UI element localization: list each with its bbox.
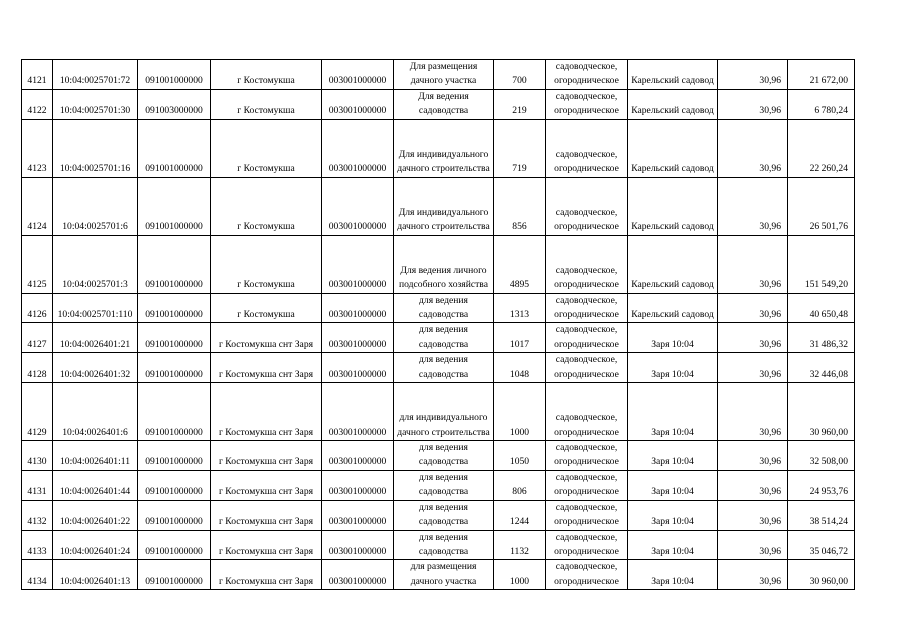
oktmo-code-cell: 003001000000 [322,323,394,353]
row-number-cell: 4122 [22,89,53,119]
okato-code-cell: 091001000000 [138,119,211,177]
okato-code-cell: 091001000000 [138,500,211,530]
permitted-use-cell: для размещения дачного участка [394,560,494,590]
association-name-cell: Заря 10:04 [628,560,718,590]
location-cell: г Костомукша снт Заря [211,500,322,530]
cadastral-rate-cell: 30,96 [718,530,788,560]
area-cell: 1000 [494,383,546,441]
okato-code-cell: 091003000000 [138,89,211,119]
use-category-cell: садоводческое, огородническое [546,293,628,323]
permitted-use-cell: для ведения садоводства [394,441,494,471]
permitted-use-cell: Для ведения личного подсобного хозяйства [394,235,494,293]
location-cell: г Костомукша снт Заря [211,353,322,383]
row-number-cell: 4130 [22,441,53,471]
use-category-cell: садоводческое, огородническое [546,119,628,177]
cadastral-number-cell: 10:04:0026401:11 [53,441,138,471]
permitted-use-cell: для ведения садоводства [394,530,494,560]
land-register-table [21,59,855,590]
oktmo-code-cell: 003001000000 [322,441,394,471]
table-row [22,560,855,590]
cadastral-value-cell: 6 780,24 [788,89,855,119]
table-row [22,60,855,90]
cadastral-value-cell: 21 672,00 [788,60,855,90]
table-row [22,383,855,441]
association-name-cell: Карельский садовод [628,293,718,323]
okato-code-cell: 091001000000 [138,353,211,383]
oktmo-code-cell: 003001000000 [322,235,394,293]
oktmo-code-cell: 003001000000 [322,383,394,441]
area-cell: 700 [494,60,546,90]
row-number-cell: 4121 [22,60,53,90]
cadastral-value-cell: 32 446,08 [788,353,855,383]
cadastral-value-cell: 22 260,24 [788,119,855,177]
location-cell: г Костомукша [211,89,322,119]
row-number-cell: 4123 [22,119,53,177]
use-category-cell: садоводческое, огородническое [546,500,628,530]
permitted-use-cell: для индивидуального дачного строительства [394,383,494,441]
use-category-cell: садоводческое, огородническое [546,530,628,560]
okato-code-cell: 091001000000 [138,441,211,471]
cadastral-rate-cell: 30,96 [718,235,788,293]
table-row [22,353,855,383]
cadastral-number-cell: 10:04:0026401:24 [53,530,138,560]
row-number-cell: 4134 [22,560,53,590]
cadastral-rate-cell: 30,96 [718,293,788,323]
area-cell: 1017 [494,323,546,353]
use-category-cell: садоводческое, огородническое [546,441,628,471]
use-category-cell: садоводческое, огородническое [546,383,628,441]
use-category-cell: садоводческое, огородническое [546,470,628,500]
table-row [22,323,855,353]
area-cell: 1313 [494,293,546,323]
association-name-cell: Карельский садовод [628,177,718,235]
oktmo-code-cell: 003001000000 [322,560,394,590]
table-body [22,60,855,590]
oktmo-code-cell: 003001000000 [322,89,394,119]
association-name-cell: Карельский садовод [628,235,718,293]
location-cell: г Костомукша [211,177,322,235]
cadastral-value-cell: 31 486,32 [788,323,855,353]
association-name-cell: Карельский садовод [628,119,718,177]
cadastral-rate-cell: 30,96 [718,470,788,500]
area-cell: 219 [494,89,546,119]
cadastral-value-cell: 30 960,00 [788,383,855,441]
cadastral-rate-cell: 30,96 [718,60,788,90]
cadastral-rate-cell: 30,96 [718,119,788,177]
oktmo-code-cell: 003001000000 [322,60,394,90]
permitted-use-cell: Для размещения дачного участка [394,60,494,90]
location-cell: г Костомукша снт Заря [211,383,322,441]
cadastral-number-cell: 10:04:0025701:3 [53,235,138,293]
area-cell: 806 [494,470,546,500]
area-cell: 4895 [494,235,546,293]
cadastral-value-cell: 24 953,76 [788,470,855,500]
association-name-cell: Карельский садовод [628,89,718,119]
okato-code-cell: 091001000000 [138,383,211,441]
cadastral-rate-cell: 30,96 [718,177,788,235]
table-row [22,293,855,323]
oktmo-code-cell: 003001000000 [322,177,394,235]
association-name-cell: Заря 10:04 [628,500,718,530]
row-number-cell: 4129 [22,383,53,441]
association-name-cell: Заря 10:04 [628,441,718,471]
area-cell: 1048 [494,353,546,383]
row-number-cell: 4125 [22,235,53,293]
location-cell: г Костомукша снт Заря [211,470,322,500]
table-row [22,89,855,119]
association-name-cell: Заря 10:04 [628,530,718,560]
location-cell: г Костомукша снт Заря [211,323,322,353]
cadastral-value-cell: 35 046,72 [788,530,855,560]
table-row [22,235,855,293]
area-cell: 856 [494,177,546,235]
oktmo-code-cell: 003001000000 [322,119,394,177]
okato-code-cell: 091001000000 [138,470,211,500]
cadastral-value-cell: 32 508,00 [788,441,855,471]
cadastral-value-cell: 151 549,20 [788,235,855,293]
cadastral-number-cell: 10:04:0026401:32 [53,353,138,383]
okato-code-cell: 091001000000 [138,560,211,590]
okato-code-cell: 091001000000 [138,235,211,293]
table-row [22,177,855,235]
cadastral-rate-cell: 30,96 [718,323,788,353]
okato-code-cell: 091001000000 [138,177,211,235]
area-cell: 1050 [494,441,546,471]
okato-code-cell: 091001000000 [138,323,211,353]
location-cell: г Костомукша снт Заря [211,441,322,471]
cadastral-rate-cell: 30,96 [718,353,788,383]
association-name-cell: Заря 10:04 [628,353,718,383]
cadastral-rate-cell: 30,96 [718,500,788,530]
cadastral-number-cell: 10:04:0026401:13 [53,560,138,590]
row-number-cell: 4126 [22,293,53,323]
cadastral-number-cell: 10:04:0026401:44 [53,470,138,500]
location-cell: г Костомукша снт Заря [211,530,322,560]
area-cell: 1000 [494,560,546,590]
row-number-cell: 4127 [22,323,53,353]
use-category-cell: садоводческое, огородническое [546,177,628,235]
use-category-cell: садоводческое, огородническое [546,323,628,353]
row-number-cell: 4124 [22,177,53,235]
table-row [22,500,855,530]
use-category-cell: садоводческое, огородническое [546,60,628,90]
oktmo-code-cell: 003001000000 [322,293,394,323]
use-category-cell: садоводческое, огородническое [546,353,628,383]
okato-code-cell: 091001000000 [138,293,211,323]
cadastral-number-cell: 10:04:0025701:16 [53,119,138,177]
oktmo-code-cell: 003001000000 [322,470,394,500]
location-cell: г Костомукша [211,60,322,90]
permitted-use-cell: для ведения садоводства [394,353,494,383]
row-number-cell: 4132 [22,500,53,530]
table-row [22,470,855,500]
cadastral-rate-cell: 30,96 [718,441,788,471]
cadastral-number-cell: 10:04:0026401:21 [53,323,138,353]
row-number-cell: 4133 [22,530,53,560]
permitted-use-cell: для ведения садоводства [394,323,494,353]
location-cell: г Костомукша [211,293,322,323]
area-cell: 1244 [494,500,546,530]
table-row [22,530,855,560]
oktmo-code-cell: 003001000000 [322,500,394,530]
cadastral-number-cell: 10:04:0025701:6 [53,177,138,235]
cadastral-number-cell: 10:04:0025701:110 [53,293,138,323]
association-name-cell: Заря 10:04 [628,383,718,441]
cadastral-rate-cell: 30,96 [718,560,788,590]
association-name-cell: Карельский садовод [628,60,718,90]
use-category-cell: садоводческое, огородническое [546,560,628,590]
okato-code-cell: 091001000000 [138,530,211,560]
area-cell: 719 [494,119,546,177]
association-name-cell: Заря 10:04 [628,323,718,353]
cadastral-value-cell: 38 514,24 [788,500,855,530]
permitted-use-cell: Для индивидуального дачного строительства [394,119,494,177]
use-category-cell: садоводческое, огородническое [546,235,628,293]
area-cell: 1132 [494,530,546,560]
use-category-cell: садоводческое, огородническое [546,89,628,119]
table-row [22,119,855,177]
table-row [22,441,855,471]
cadastral-number-cell: 10:04:0026401:6 [53,383,138,441]
cadastral-number-cell: 10:04:0025701:30 [53,89,138,119]
oktmo-code-cell: 003001000000 [322,530,394,560]
cadastral-rate-cell: 30,96 [718,383,788,441]
association-name-cell: Заря 10:04 [628,470,718,500]
cadastral-number-cell: 10:04:0025701:72 [53,60,138,90]
permitted-use-cell: для ведения садоводства [394,500,494,530]
permitted-use-cell: для ведения садоводства [394,293,494,323]
cadastral-value-cell: 40 650,48 [788,293,855,323]
permitted-use-cell: для ведения садоводства [394,470,494,500]
row-number-cell: 4128 [22,353,53,383]
okato-code-cell: 091001000000 [138,60,211,90]
cadastral-value-cell: 26 501,76 [788,177,855,235]
permitted-use-cell: Для ведения садоводства [394,89,494,119]
cadastral-rate-cell: 30,96 [718,89,788,119]
location-cell: г Костомукша [211,235,322,293]
row-number-cell: 4131 [22,470,53,500]
oktmo-code-cell: 003001000000 [322,353,394,383]
permitted-use-cell: Для индивидуального дачного строительства [394,177,494,235]
location-cell: г Костомукша снт Заря [211,560,322,590]
cadastral-value-cell: 30 960,00 [788,560,855,590]
location-cell: г Костомукша [211,119,322,177]
cadastral-number-cell: 10:04:0026401:22 [53,500,138,530]
